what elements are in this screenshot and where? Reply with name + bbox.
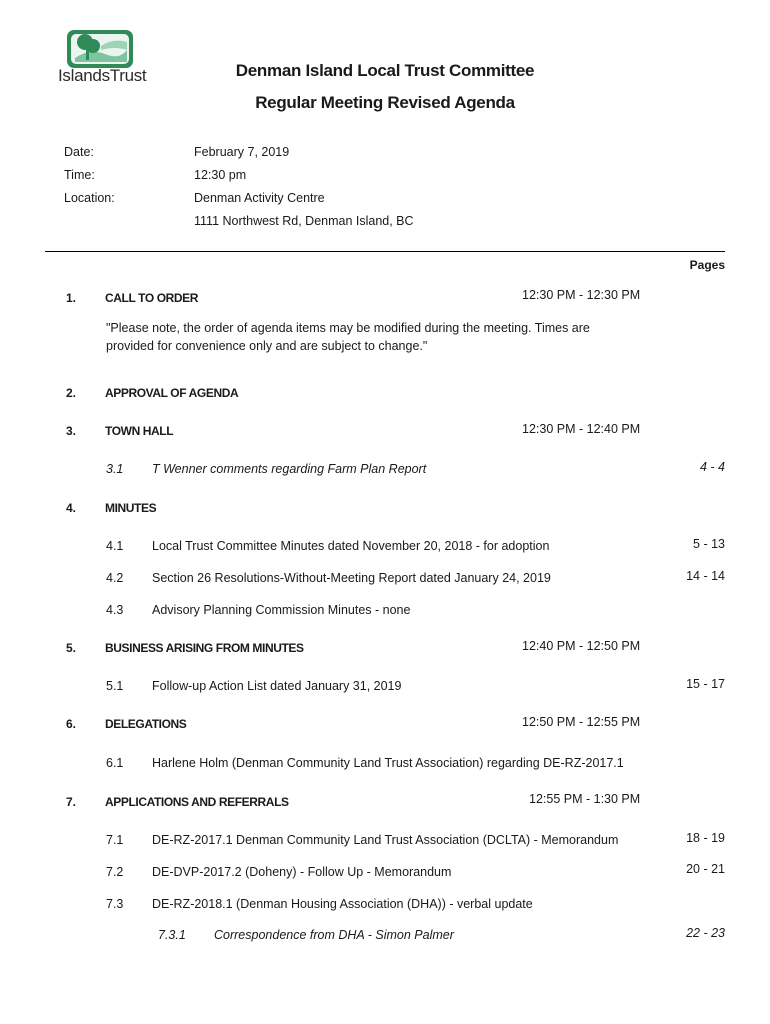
section-time: 12:30 PM - 12:30 PM — [522, 288, 641, 302]
item-pages: 20 - 21 — [686, 862, 725, 876]
time-value: 12:30 pm — [194, 168, 247, 182]
time-label: Time: — [64, 168, 95, 182]
item-text: Local Trust Committee Minutes dated November 20, 2018 - for adoption — [152, 539, 550, 553]
section-number: 6. — [66, 717, 77, 731]
item-pages: 15 - 17 — [686, 677, 725, 691]
item-number: 4.3 — [106, 603, 124, 617]
item-number: 3.1 — [106, 462, 124, 476]
document-title: Denman Island Local Trust Committee — [235, 61, 535, 80]
item-text: Advisory Planning Commission Minutes - none — [152, 603, 411, 617]
item-text: DE-DVP-2017.2 (Doheny) - Follow Up - Memorandum — [152, 865, 452, 879]
item-text: Section 26 Resolutions-Without-Meeting Report dated January 24, 2019 — [152, 571, 551, 585]
agenda-note: "Please note, the order of agenda items may be modified during the meeting. Times are provided for convenience only and are subject to change." — [106, 321, 590, 353]
item-text: DE-RZ-2017.1 Denman Community Land Trust Association (DCLTA) - Memorandum — [152, 833, 619, 847]
section-title: MINUTES — [105, 501, 157, 515]
item-text: Follow-up Action List dated January 31, 2019 — [152, 679, 402, 693]
subitem-number: 7.3.1 — [158, 928, 186, 942]
section-title: CALL TO ORDER — [105, 291, 199, 305]
section-title: BUSINESS ARISING FROM MINUTES — [105, 641, 304, 655]
section-number: 3. — [66, 424, 77, 438]
section-time: 12:30 PM - 12:40 PM — [522, 422, 641, 436]
item-pages: 18 - 19 — [686, 831, 725, 845]
location-value: Denman Activity Centre — [194, 191, 325, 205]
date-value: February 7, 2019 — [194, 145, 290, 159]
item-number: 7.3 — [106, 897, 124, 911]
section-title: TOWN HALL — [105, 424, 174, 438]
section-time: 12:40 PM - 12:50 PM — [522, 639, 641, 653]
section-number: 4. — [66, 501, 77, 515]
item-number: 6.1 — [106, 756, 124, 770]
item-number: 7.2 — [106, 865, 124, 879]
section-title: APPLICATIONS AND REFERRALS — [105, 795, 289, 809]
item-number: 7.1 — [106, 833, 124, 847]
item-number: 4.1 — [106, 539, 124, 553]
subitem-pages: 22 - 23 — [686, 926, 725, 940]
item-text: T Wenner comments regarding Farm Plan Report — [152, 462, 427, 476]
section-number: 1. — [66, 291, 77, 305]
item-pages: 14 - 14 — [686, 569, 725, 583]
logo-wordmark: IslandsTrust — [58, 66, 147, 85]
section-time: 12:50 PM - 12:55 PM — [522, 715, 641, 729]
section-title: DELEGATIONS — [105, 717, 187, 731]
document-subtitle: Regular Meeting Revised Agenda — [255, 93, 515, 112]
item-text: DE-RZ-2018.1 (Denman Housing Association (DHA)) - verbal update — [152, 897, 533, 911]
pages-header: Pages — [689, 258, 725, 272]
section-time: 12:55 PM - 1:30 PM — [529, 792, 641, 806]
section-title: APPROVAL OF AGENDA — [105, 386, 239, 400]
item-pages: 5 - 13 — [693, 537, 725, 551]
item-pages: 4 - 4 — [699, 460, 725, 474]
section-number: 5. — [66, 641, 77, 655]
item-number: 5.1 — [106, 679, 124, 693]
date-label: Date: — [64, 145, 94, 159]
address-value: 1111 Northwest Rd, Denman Island, BC — [194, 214, 414, 228]
item-text: Harlene Holm (Denman Community Land Trust Association) regarding DE-RZ-2017.1 — [152, 756, 624, 770]
item-number: 4.2 — [106, 571, 124, 585]
location-label: Location: — [64, 191, 115, 205]
subitem-text: Correspondence from DHA - Simon Palmer — [214, 928, 454, 942]
section-number: 2. — [66, 386, 77, 400]
section-number: 7. — [66, 795, 77, 809]
divider — [45, 251, 725, 252]
